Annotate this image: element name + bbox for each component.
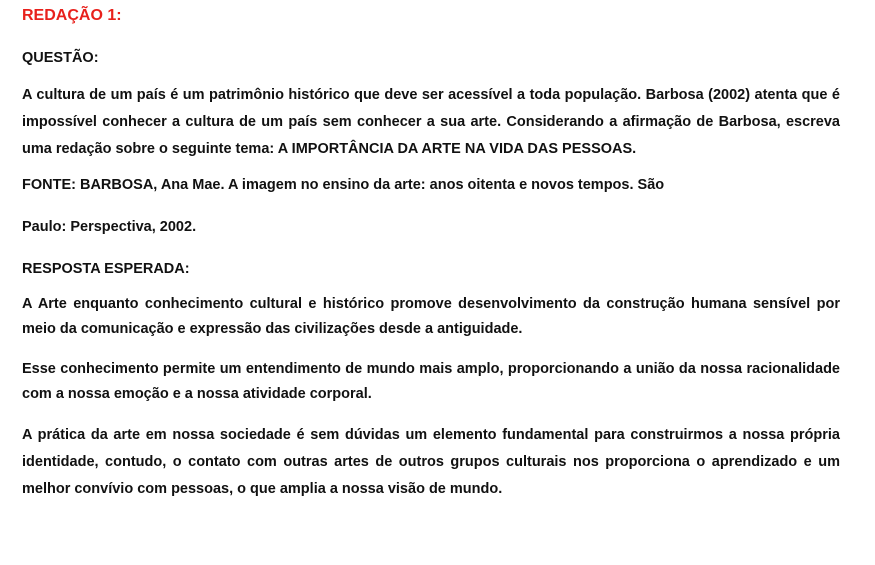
source-line-1: FONTE: BARBOSA, Ana Mae. A imagem no ensino da arte: anos oitenta e novos tempos. São [22,177,665,193]
answer-paragraph-2: Esse conhecimento permite um entendimento de mundo mais amplo, proporcionando a união da nossa racionalidade com a nossa emoção e a nossa atividade corporal. [22,361,840,402]
essay-title: REDAÇÃO 1: [22,7,122,24]
answer-paragraph-1: A Arte enquanto conhecimento cultural e histórico promove desenvolvimento da construção humana sensível por meio da comunicação e expressão das civilizações desde a antiguidade. [22,296,840,337]
question-text: A cultura de um país é um patrimônio histórico que deve ser acessível a toda população. Barbosa (2002) atenta que é impossível conhecer a cultura de um país sem conhecer a sua arte. Considerando a afirmação de Barbosa, escreva uma redação sobre o seguinte tema: A IMPORTÂNCIA DA ARTE NA VIDA DAS PESSOAS. [22,87,840,157]
question-label: QUESTÃO: [22,50,99,66]
document-page [22,5,840,503]
answer-label: RESPOSTA ESPERADA: [22,261,190,277]
source-line-2: Paulo: Perspectiva, 2002. [22,219,197,235]
answer-paragraph-3: A prática da arte em nossa sociedade é sem dúvidas um elemento fundamental para construirmos a nossa própria identidade, contudo, o contato com outras artes de outros grupos culturais nos proporciona o aprendizado e um melhor convívio com pessoas, o que amplia a nossa visão de mundo. [22,427,840,497]
